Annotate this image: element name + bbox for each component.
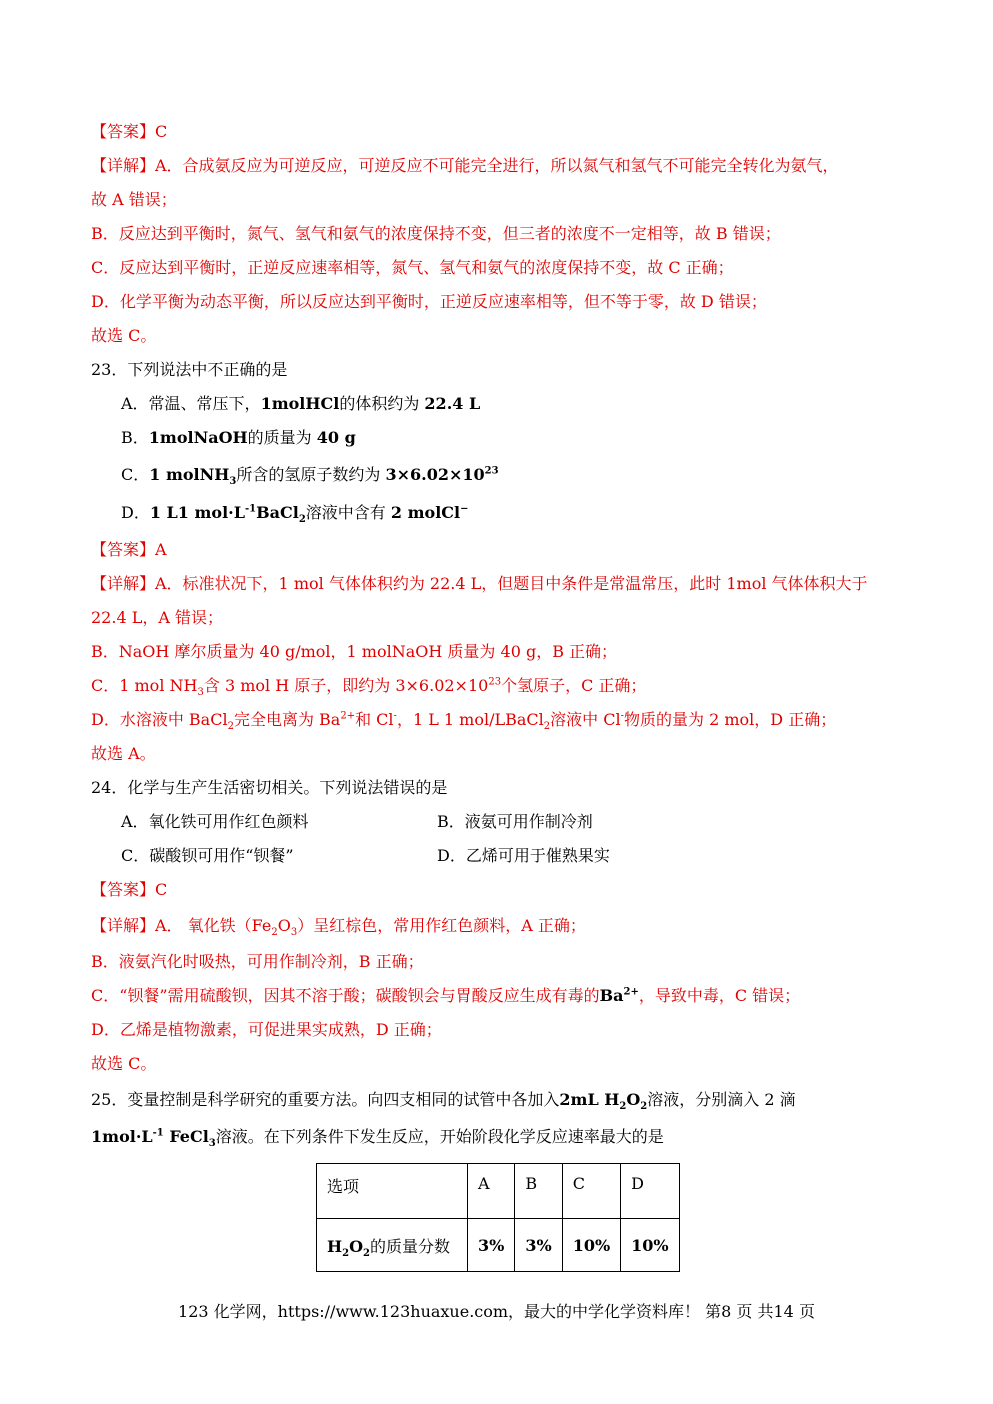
table-cell-d: 10%	[621, 1219, 679, 1272]
explain-22-line4: C．反应达到平衡时，正逆反应速率相等，氮气、氢气和氨气的浓度保持不变，故 C 正确；	[91, 258, 734, 277]
explain-24-line1: 【详解】A． 氧化铁$(Fe_2O_3)$呈红棕色，常用作红色颜料，A 正确；	[91, 916, 586, 939]
option-24-c: C．碳酸钡可用作“钡餐”	[121, 846, 294, 865]
option-23-b: B．1molNaOH的质量为 40 g	[121, 428, 356, 447]
table-row-label: $H_2O_2$的质量分数	[317, 1219, 468, 1272]
explain-24-line5: 故选 C。	[91, 1054, 157, 1073]
table-header-b: B	[515, 1164, 562, 1219]
question-23-stem: 23．下列说法中不正确的是	[91, 360, 288, 379]
table-header-a: A	[468, 1164, 515, 1219]
explain-22-line5: D．化学平衡为动态平衡，所以反应达到平衡时，正逆反应速率相等，但不等于零，故 D 错误；	[91, 292, 767, 311]
table-cell-a: 3%	[468, 1219, 515, 1272]
table-header-d: D	[621, 1164, 679, 1219]
explain-23-line3: B．NaOH 摩尔质量为 40 g/mol，1 molNaOH 质量为 40 g，B 正确；	[91, 642, 618, 661]
conditions-table	[316, 1163, 680, 1272]
table-cell-b: 3%	[515, 1219, 562, 1272]
option-23-d: D．1 L1 $mol\cdot L^{-1}BaCl_2$溶液中含有 2 molCl−	[121, 503, 469, 526]
explain-23-line1: 【详解】A．标准状况下，1 mol 气体体积约为 22.4 L，但题目中条件是常温常压，此时 1mol 气体体积大于	[91, 574, 868, 593]
option-23-c: C．1 molNH$_3$所含的氢原子数约为 $3\times 6.02\times 10^{23}$	[121, 465, 499, 488]
option-23-a: A．常温、常压下，1molHCl的体积约为 22.4 L	[121, 394, 481, 413]
question-24-stem: 24．化学与生产生活密切相关。下列说法错误的是	[91, 778, 448, 797]
table-header-c: C	[562, 1164, 620, 1219]
explain-22-line2: 故 A 错误；	[91, 190, 177, 209]
explain-23-line5: D．水溶液中 BaCl$_2$完全电离为 $Ba^{2+}$和 Cl-，1 L 1 mol/LBaCl$_2$溶液中 Cl-物质的量为 2 mol，D 正确；	[91, 710, 837, 733]
question-25-stem-line1: 25．变量控制是科学研究的重要方法。向四支相同的试管中各加入2mL $H_2O_2$溶液，分别滴入 2 滴	[91, 1090, 796, 1113]
table-row	[317, 1164, 680, 1219]
table-cell-c: 10%	[562, 1219, 620, 1272]
explain-24-line3: C．“钡餐”需用硫酸钡，因其不溶于酸；碳酸钡会与胃酸反应生成有毒的$Ba^{2+}$，导致中毒，C 错误；	[91, 986, 801, 1005]
answer-22: 【答案】C	[91, 122, 168, 141]
explain-22-line3: B．反应达到平衡时，氮气、氢气和氨气的浓度保持不变，但三者的浓度不一定相等，故 B 错误；	[91, 224, 781, 243]
table-row	[317, 1219, 680, 1272]
explain-22-line6: 故选 C。	[91, 326, 157, 345]
explain-23-line2: 22.4 L，A 错误；	[91, 608, 223, 627]
explain-24-line2: B．液氨汽化时吸热，可用作制冷剂，B 正确；	[91, 952, 424, 971]
explain-24-line4: D．乙烯是植物激素，可促进果实成熟，D 正确；	[91, 1020, 442, 1039]
explain-23-line4: C．1 mol $NH_3$含 3 mol H 原子，即约为 $3\times 6.02\times 10^{23}$个氢原子，C 正确；	[91, 676, 647, 699]
explain-23-line6: 故选 A。	[91, 744, 156, 763]
option-24-b: B．液氨可用作制冷剂	[437, 812, 593, 831]
option-24-d: D．乙烯可用于催熟果实	[437, 846, 610, 865]
table-header-option: 选项	[317, 1164, 468, 1219]
answer-23: 【答案】A	[91, 540, 167, 559]
option-24-a: A．氧化铁可用作红色颜料	[121, 812, 309, 831]
answer-24: 【答案】C	[91, 880, 168, 899]
page-footer: 123 化学网，https://www.123huaxue.com，最大的中学化学资料库！ 第8 页 共14 页	[178, 1302, 815, 1321]
explain-22-line1: 【详解】A．合成氨反应为可逆反应，可逆反应不可能完全进行，所以氮气和氢气不可能完全转化为氨气，	[91, 156, 839, 175]
question-25-stem-line2: $1mol\cdot L^{-1}$ FeCl$_3$溶液。在下列条件下发生反应，开始阶段化学反应速率最大的是	[91, 1127, 664, 1150]
